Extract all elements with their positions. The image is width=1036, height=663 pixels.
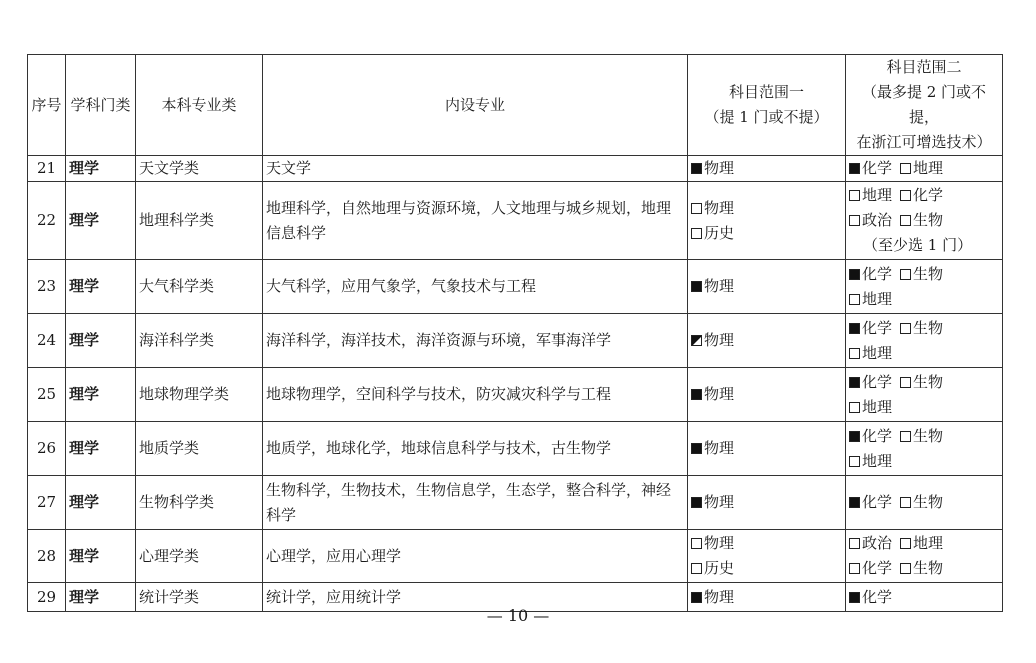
subject-option [849, 424, 892, 449]
row-number: 29 [28, 583, 66, 612]
subject-label: 化学 [862, 264, 893, 283]
row-range1 [688, 156, 846, 182]
subject-option [849, 208, 892, 233]
subject-label: 物理 [704, 159, 735, 177]
header-range1-line1: 科目范围一 [728, 83, 804, 101]
subject-label: 化学 [862, 159, 893, 177]
table-row [28, 422, 1003, 476]
subject-label: 地理 [913, 534, 944, 552]
subject-label: 地理 [862, 397, 893, 416]
subject-label: 化学 [913, 186, 944, 204]
header-range2-line2: （最多提 2 门或不提， [861, 83, 987, 126]
row-majors [263, 368, 688, 422]
checkbox-empty-icon [900, 323, 911, 334]
option-line [849, 183, 999, 208]
option-line [691, 196, 842, 221]
option-line [849, 156, 999, 181]
subject-option [900, 424, 943, 449]
subject-label: 物理 [704, 277, 735, 295]
subject-option [900, 531, 943, 556]
row-class: 地球物理学类 [136, 368, 263, 422]
option-line [849, 490, 999, 515]
checkbox-filled-icon [691, 281, 702, 292]
row-range2 [846, 476, 1003, 530]
row-category: 理学 [66, 368, 136, 422]
subject-option [849, 156, 892, 181]
majors-line: 心理学，应用心理学 [266, 546, 402, 565]
checkbox-filled-icon [849, 163, 860, 174]
checkbox-filled-icon [691, 163, 702, 174]
row-majors [263, 314, 688, 368]
majors-line: 生物科学，生物技术，生物信息学，生态学，整合科学，神经 [266, 480, 672, 499]
checkbox-filled-icon [849, 377, 860, 388]
subject-option [691, 490, 734, 515]
row-class: 心理学类 [136, 530, 263, 583]
row-class: 统计学类 [136, 583, 263, 612]
subject-label: 生物 [913, 264, 944, 283]
table-row [28, 368, 1003, 422]
subject-option [900, 208, 943, 233]
subject-option [691, 556, 734, 581]
subject-label: 物理 [704, 331, 735, 349]
row-class: 天文学类 [136, 156, 263, 182]
subject-option [691, 531, 734, 556]
majors-line: 地球物理学，空间科学与技术，防灾减灾科学与工程 [266, 385, 612, 403]
row-category: 理学 [66, 182, 136, 260]
subject-label: 生物 [913, 493, 944, 511]
subject-label: 化学 [862, 587, 893, 606]
checkbox-filled-icon [691, 335, 702, 346]
checkbox-empty-icon [900, 431, 911, 442]
subject-option [849, 341, 892, 366]
checkbox-empty-icon [900, 190, 911, 201]
row-range1 [688, 422, 846, 476]
subject-option [691, 274, 734, 299]
table-body [28, 156, 1003, 612]
row-category: 理学 [66, 476, 136, 530]
subject-label: 化学 [862, 426, 893, 445]
checkbox-empty-icon [691, 203, 702, 214]
checkbox-filled-icon [849, 269, 860, 280]
row-class: 生物科学类 [136, 476, 263, 530]
subject-label: 化学 [862, 372, 893, 391]
header-class: 本科专业类 [136, 55, 263, 156]
table-row [28, 476, 1003, 530]
subject-label: 生物 [913, 426, 944, 445]
checkbox-empty-icon [691, 538, 702, 549]
row-number: 23 [28, 260, 66, 314]
table-row [28, 260, 1003, 314]
row-category: 理学 [66, 156, 136, 182]
majors-line: 地理科学，自然地理与资源环境，人文地理与城乡规划，地理 [266, 198, 672, 217]
subject-label: 物理 [704, 385, 735, 403]
row-category: 理学 [66, 260, 136, 314]
subject-option [900, 556, 943, 581]
row-range1 [688, 314, 846, 368]
subject-option [900, 316, 943, 341]
table-header-row [28, 55, 1003, 156]
header-no: 序号 [28, 55, 66, 156]
row-majors [263, 260, 688, 314]
checkbox-filled-icon [849, 497, 860, 508]
header-range1-line2: （提 1 门或不提） [704, 108, 829, 126]
header-range2-line1: 科目范围二 [886, 58, 962, 76]
page-number: — 10 — [486, 606, 550, 625]
subject-label: 物理 [704, 534, 735, 552]
checkbox-empty-icon [849, 563, 860, 574]
row-range2 [846, 368, 1003, 422]
option-line [691, 328, 842, 353]
checkbox-empty-icon [900, 215, 911, 226]
range2-note: （至少选 1 门） [863, 236, 973, 254]
majors-line: 大气科学，应用气象学，气象技术与工程 [266, 277, 537, 295]
row-majors [263, 156, 688, 182]
subject-label: 历史 [704, 223, 735, 242]
checkbox-empty-icon [691, 563, 702, 574]
majors-line: 地质学，地球化学，地球信息科学与技术，古生物学 [266, 439, 612, 457]
row-range1 [688, 368, 846, 422]
row-range1 [688, 182, 846, 260]
subject-label: 化学 [862, 318, 893, 337]
checkbox-filled-icon [691, 443, 702, 454]
checkbox-empty-icon [900, 163, 911, 174]
checkbox-empty-icon [691, 228, 702, 239]
option-line [691, 274, 842, 299]
table-row [28, 182, 1003, 260]
subject-option [691, 196, 734, 221]
subject-option [691, 156, 734, 181]
row-class: 地理科学类 [136, 182, 263, 260]
header-majors: 内设专业 [263, 55, 688, 156]
row-category: 理学 [66, 583, 136, 612]
checkbox-empty-icon [900, 377, 911, 388]
option-line [849, 208, 999, 233]
option-line [691, 490, 842, 515]
subject-label: 地理 [913, 159, 944, 177]
checkbox-empty-icon [900, 497, 911, 508]
subject-label: 化学 [862, 493, 893, 511]
table-row [28, 314, 1003, 368]
option-line [849, 316, 999, 341]
option-line [849, 424, 999, 449]
subject-label: 地理 [862, 289, 893, 308]
row-number: 22 [28, 182, 66, 260]
subject-option [849, 531, 892, 556]
subject-label: 生物 [913, 372, 944, 391]
checkbox-empty-icon [849, 215, 860, 226]
subject-label: 地理 [862, 451, 893, 470]
option-line [691, 156, 842, 181]
subject-option [900, 262, 943, 287]
option-line [691, 221, 842, 246]
majors-line: 海洋科学，海洋技术，海洋资源与环境，军事海洋学 [266, 331, 612, 349]
option-line [691, 531, 842, 556]
subject-option [900, 156, 943, 181]
subject-option [849, 449, 892, 474]
header-category: 学科门类 [66, 55, 136, 156]
option-line [849, 449, 999, 474]
subject-label: 政治 [862, 534, 893, 552]
subject-label: 物理 [704, 493, 735, 511]
subject-label: 生物 [913, 318, 944, 337]
subject-option [691, 382, 734, 407]
row-class: 大气科学类 [136, 260, 263, 314]
option-line [691, 556, 842, 581]
option-line [849, 370, 999, 395]
subject-option [900, 183, 943, 208]
checkbox-empty-icon [849, 294, 860, 305]
row-class: 地质学类 [136, 422, 263, 476]
subject-label: 政治 [862, 211, 893, 229]
majors-line: 统计学，应用统计学 [266, 587, 402, 606]
subject-option [691, 436, 734, 461]
row-range1 [688, 476, 846, 530]
subject-label: 物理 [704, 198, 735, 217]
option-line [691, 382, 842, 407]
row-range2 [846, 314, 1003, 368]
checkbox-empty-icon [849, 348, 860, 359]
checkbox-empty-icon [900, 538, 911, 549]
subject-label: 地理 [862, 343, 893, 362]
row-number: 28 [28, 530, 66, 583]
checkbox-empty-icon [849, 402, 860, 413]
row-majors [263, 182, 688, 260]
subject-option [849, 556, 892, 581]
subject-option [849, 395, 892, 420]
subject-option [849, 183, 892, 208]
row-range2 [846, 422, 1003, 476]
table-row [28, 530, 1003, 583]
subject-option [900, 370, 943, 395]
subject-option [849, 316, 892, 341]
row-range2 [846, 260, 1003, 314]
checkbox-empty-icon [849, 538, 860, 549]
row-category: 理学 [66, 422, 136, 476]
table-row [28, 156, 1003, 182]
subject-label: 物理 [704, 439, 735, 457]
subject-option [691, 328, 734, 353]
row-number: 27 [28, 476, 66, 530]
checkbox-empty-icon [849, 456, 860, 467]
checkbox-filled-icon [691, 497, 702, 508]
majors-line: 天文学 [266, 159, 312, 177]
checkbox-filled-icon [849, 431, 860, 442]
subject-label: 化学 [862, 559, 893, 577]
row-range2 [846, 530, 1003, 583]
checkbox-empty-icon [900, 563, 911, 574]
subject-option [849, 262, 892, 287]
subject-label: 生物 [913, 559, 944, 577]
row-category: 理学 [66, 314, 136, 368]
row-range2 [846, 156, 1003, 182]
option-line [849, 287, 999, 312]
option-line [849, 262, 999, 287]
option-line [849, 531, 999, 556]
subject-label: 地理 [862, 186, 893, 204]
option-line [849, 341, 999, 366]
checkbox-filled-icon [691, 389, 702, 400]
option-line [849, 556, 999, 581]
majors-line: 信息科学 [266, 223, 327, 242]
subject-label: 历史 [704, 559, 735, 577]
checkbox-empty-icon [900, 269, 911, 280]
checkbox-filled-icon [691, 592, 702, 603]
subject-option [849, 490, 892, 515]
row-number: 24 [28, 314, 66, 368]
checkbox-empty-icon [849, 190, 860, 201]
subject-option [849, 370, 892, 395]
row-majors [263, 530, 688, 583]
row-number: 21 [28, 156, 66, 182]
option-line [691, 436, 842, 461]
subject-requirements-table [27, 54, 1003, 612]
row-majors [263, 476, 688, 530]
subject-label: 物理 [704, 587, 735, 606]
subject-option [900, 490, 943, 515]
row-range1 [688, 260, 846, 314]
row-number: 25 [28, 368, 66, 422]
checkbox-filled-icon [849, 323, 860, 334]
subject-label: 生物 [913, 211, 944, 229]
option-line [849, 395, 999, 420]
checkbox-filled-icon [849, 592, 860, 603]
row-majors [263, 422, 688, 476]
majors-line: 科学 [266, 505, 297, 524]
subject-option [691, 221, 734, 246]
row-category: 理学 [66, 530, 136, 583]
row-number: 26 [28, 422, 66, 476]
row-range1 [688, 530, 846, 583]
row-class: 海洋科学类 [136, 314, 263, 368]
header-range2-line3: 在浙江可增选技术） [856, 133, 992, 151]
header-range2 [846, 55, 1003, 156]
header-range1 [688, 55, 846, 156]
row-range2 [846, 182, 1003, 260]
subject-option [849, 287, 892, 312]
